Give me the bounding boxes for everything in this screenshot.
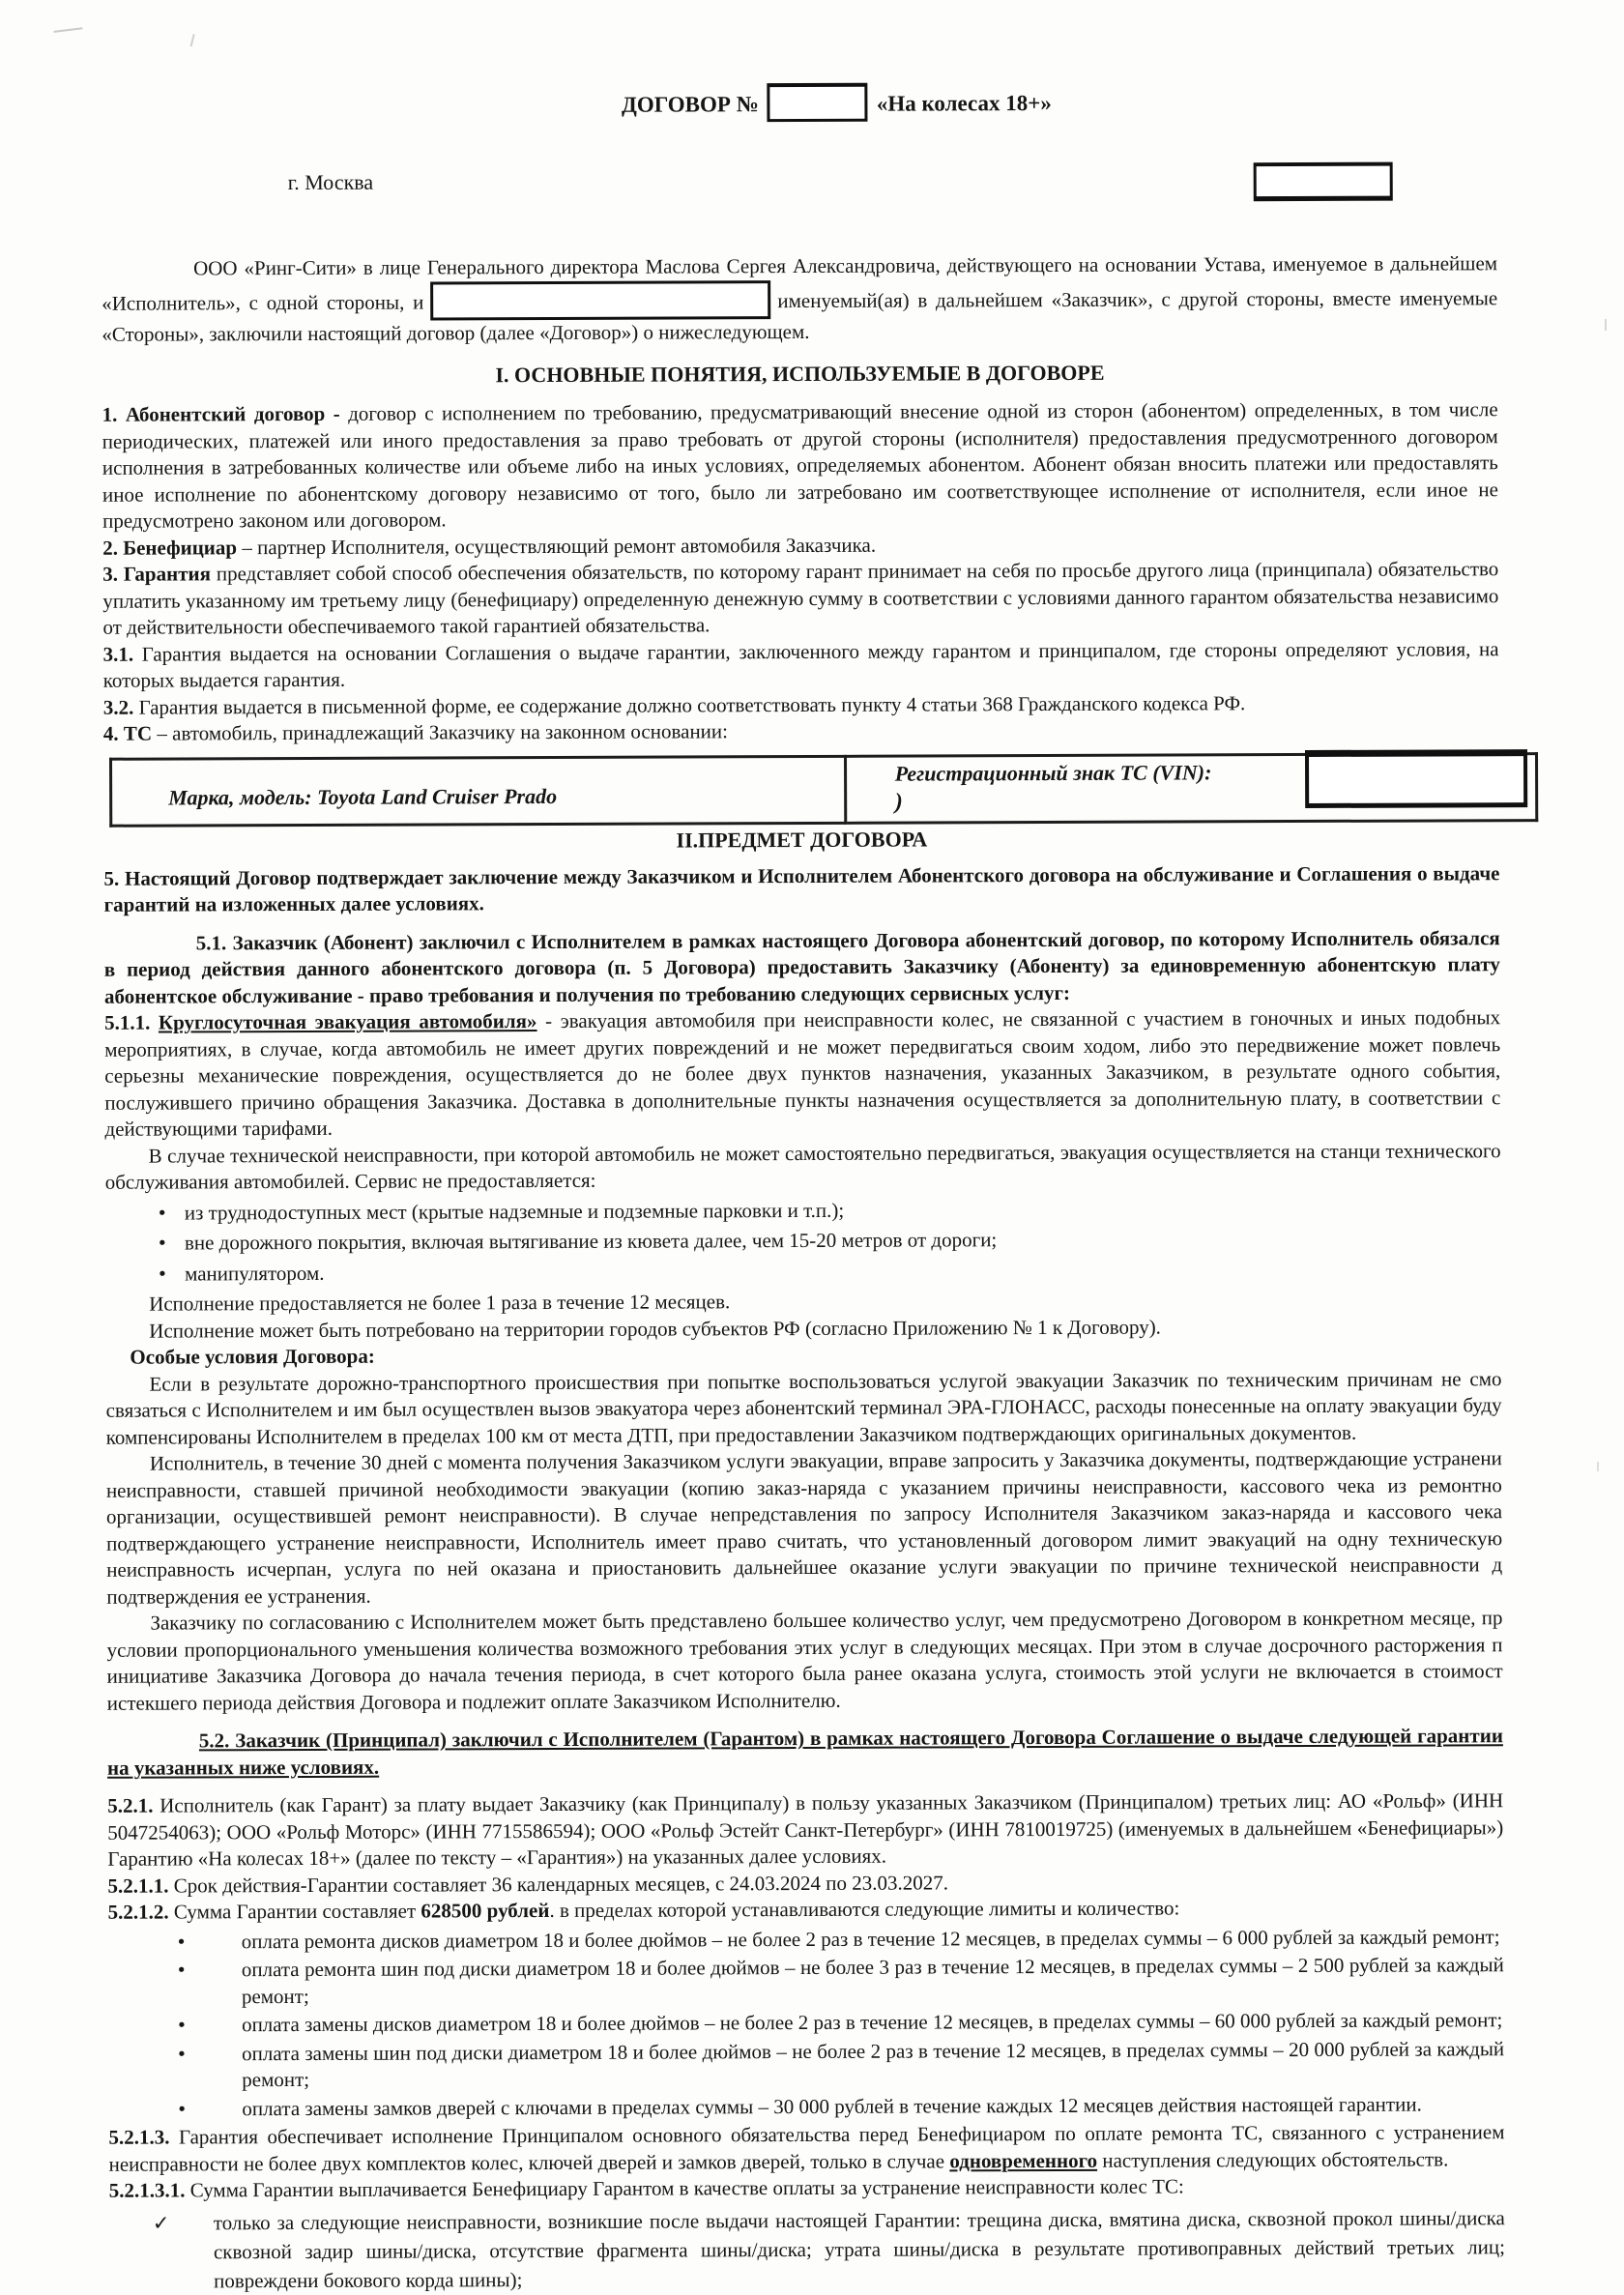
clause-2-text: – партнер Исполнителя, осуществляющий ремонт автомобиля Заказчика. [242, 533, 877, 559]
list-item-text: оплата ремонта дисков диаметром 18 и более дюймов – не более 2 раз в течение 12 месяцев, в пределах суммы – 6 000 рублей за каждый ремонт; [241, 1924, 1500, 1953]
covered-damages-list [109, 2203, 1505, 2295]
list-item-text: вне дорожного покрытия, включая вытягивание из кювета далее, чем 15-20 метров от дороги; [184, 1228, 998, 1255]
bullet-icon: • [178, 2040, 186, 2065]
vehicle-table [109, 752, 1538, 828]
bullet-icon: • [159, 1261, 166, 1286]
list-item-text: только за следующие неисправности, возникшие после выдачи настоящей Гарантии: трещина диска, вмятина диска, сквозной прокол шины/диска сквозной задир шины/диска, отсутствие фрагмента шины/диска; утрата шины/диска в результате противоправных действий третьих лиц; повреждени бокового корда шины); [213, 2205, 1505, 2292]
clause-5-2-1-3-number: 5.2.1.3. [108, 2125, 170, 2149]
service-exclusions-list [105, 1195, 1501, 1288]
scan-artifact [53, 27, 83, 42]
list-item-text: манипулятором. [185, 1261, 325, 1285]
document-body [101, 0, 1505, 2295]
clause-3-1-number: 3.1. [102, 642, 134, 666]
clause-1-number: 1. Абонентский договор - [102, 401, 340, 426]
city-date-row [102, 165, 1497, 212]
customer-name-box [430, 280, 770, 320]
list-item [108, 2036, 1504, 2095]
technical-failure-paragraph: В случае технической неисправности, при которой автомобиль не может самостоятельно передвигаться, эвакуация осуществляется на станци технического обслуживания автомобилей. Сервис не предоставляется: [104, 1138, 1501, 1194]
list-item [108, 1952, 1504, 2011]
clause-4-paragraph [103, 715, 1499, 747]
special-conditions-heading: Особые условия Договора: [130, 1344, 375, 1369]
list-item [109, 2203, 1505, 2295]
vin-number-box [1305, 749, 1527, 808]
intro-paragraph [102, 250, 1497, 348]
intro-text-pre: ООО «Ринг-Сити» в лице Генерального директора Маслова Сергея Александровича, действующего на основании Устава, именуемое в дальнейшем «Исполнитель», с одной стороны, и [102, 251, 1498, 315]
guarantee-amount: 628500 рублей [420, 1899, 550, 1923]
list-item [105, 1195, 1501, 1227]
accident-glonass-paragraph: Если в результате дорожно-транспортного происшествия при попытке воспользоваться услугой эвакуации Заказчик по техническим причинам не смо связаться с Исполнителем и им был осуществлен вызов эвакуатора через абонентский терминал ЭРА-ГЛОНАСС, расходы понесенные на оплату эвакуации буду компенсированы Исполнителем в пределах 100 км от места ДТП, при предоставлении Заказчиком подтверждающих оригинальных документов. [105, 1366, 1502, 1449]
list-item [108, 2091, 1504, 2123]
bullet-icon: • [177, 1957, 186, 1982]
bullet-icon: • [177, 1928, 186, 1953]
list-item-text: оплата замены шин под диски диаметром 18 и более дюймов – не более 2 раз в течение 12 месяцев, в пределах суммы – 20 000 рублей за каждый ремонт; [242, 2036, 1505, 2092]
clause-5-2-1-paragraph [107, 1787, 1503, 1873]
bullet-icon: • [178, 2095, 187, 2120]
clause-5-2-paragraph: 5.2. Заказчик (Принципал) заключил с Исполнителем (Гарантом) в рамках настоящего Договора Соглашение о выдаче следующей гарантии на указанных ниже условиях. [106, 1724, 1503, 1780]
clause-3-paragraph [102, 556, 1498, 641]
vehicle-table-row [111, 753, 1537, 826]
clause-3-1-paragraph [103, 636, 1499, 695]
clause-5-2-1-3-1-text: Сумма Гарантии выплачивается Бенефициару Гарантом в качестве оплаты за устранение неисправности колес ТС: [189, 2174, 1184, 2202]
contract-number-box [768, 83, 868, 122]
clause-5-2-1-3-text-post: наступления следующих обстоятельств. [1102, 2146, 1449, 2172]
vehicle-reg-label: Регистрационный знак ТС (VIN): [894, 759, 1212, 786]
clause-5-2-1-3-text-pre: Гарантия обеспечивает исполнение Принципалом основного обязательства перед Бенефициаром по оплате ремонта ТС, связанного с устранением неисправности не более двух комплектов колес, ключей дверей и замков дверей, только в случае [108, 2120, 1505, 2176]
clause-3-number: 3. Гарантия [102, 562, 212, 586]
clause-5-1-1-title: Круглосуточная эвакуация автомобиля» [158, 1009, 537, 1034]
clause-3-1-text: Гарантия выдается на основании Соглашения о выдаче гарантии, заключенного между гарантом и принципалом, где стороны определяют условия, на которых выдается гарантия. [102, 636, 1499, 692]
extra-services-paragraph: Заказчику по согласованию с Исполнителем может быть представлено большее количество услуг, чем предусмотрено Договором в конкретном месяце, пр условии пропорционального уменьшения количества возможного требования этих услуг в следующих месяцах. При этом в случае досрочного расторжения п инициативе Заказчика Договора до начала течения периода, в счет которого была ранее оказана услуга, стоимость этой услуги не включается в стоимост истекшего периода действия Договора и подлежит оплате Заказчиком Исполнителю. [106, 1606, 1503, 1715]
clause-5-2-1-3-paragraph [108, 2119, 1504, 2178]
list-item-text: из труднодоступных мест (крытые надземные и подземные парковки и т.п.); [184, 1198, 845, 1224]
clause-1-text: договор с исполнением по требованию, предусматривающий внесение одной из сторон (абонентом) определенных, в том числе периодических, платежей или иного предоставления за право требовать от другой стороны (исполнителя) предоставления предусмотренного договором исполнения в затребованных количестве или объеме либо на иных условиях, определяемых абонентом. Абонент обязан вносить платежи или предоставлять иное исполнение по абонентскому договору независимо от того, было ли затребовано им соответствующее исполнение от исполнителя, если иное не предусмотрено законом или договором. [102, 397, 1498, 533]
clause-1-paragraph [102, 396, 1499, 535]
clause-5-2-1-1-text: Срок действия-Гарантии составляет 36 календарных месяцев, с 24.03.2024 по 23.03.2027. [173, 1870, 949, 1897]
clause-4-number: 4. ТС [102, 721, 153, 745]
clause-5-2-1-2-text-post: . в пределах которой устанавливаются следующие лимиты и количество: [549, 1896, 1180, 1923]
clause-4-text: – автомобиль, принадлежащий Заказчику на законном основании: [157, 719, 729, 745]
bullet-icon: • [158, 1200, 166, 1225]
clause-5-1-1-paragraph [104, 1004, 1501, 1143]
clause-5-2-1-1-number: 5.2.1.1. [107, 1874, 169, 1898]
vehicle-make-cell [111, 756, 846, 826]
scan-artifact [1597, 1462, 1604, 1471]
vehicle-reg-cell [845, 753, 1537, 823]
clause-2-number: 2. Бенефициар [102, 535, 238, 560]
clause-3-2-number: 3.2. [102, 695, 134, 719]
clause-3-2-text: Гарантия выдается в письменной форме, ее содержание должно соответствовать пункту 4 статьи 368 Гражданского кодекса РФ. [138, 690, 1246, 719]
subject-heading: II.ПРЕДМЕТ ДОГОВОРА [676, 826, 928, 852]
list-item-text: оплата ремонта шин под диски диаметром 18 и более дюймов – не более 3 раз в течение 12 месяцев, в пределах суммы – 2 500 рублей за каждый ремонт; [241, 1953, 1504, 2008]
list-item [105, 1256, 1501, 1288]
bullet-icon: • [158, 1230, 166, 1255]
signing-date-box [1254, 162, 1393, 202]
list-item-text: оплата замены дисков диаметром 18 и более дюймов – не более 2 раз в течение 12 месяцев, в пределах суммы – 60 000 рублей за каждый ремонт; [241, 2008, 1503, 2037]
list-item [105, 1225, 1501, 1257]
checkmark-icon: ✓ [152, 2211, 170, 2235]
territory-note: Исполнение может быть потребовано на территории городов субъектов РФ (согласно Приложению № 1 к Договору). [149, 1315, 1161, 1343]
city-label: г. Москва [287, 169, 374, 195]
clause-5-1-1-text: - эвакуация автомобиля при неисправности колес, не связанной с участием в гоночных и иных подобных мероприятиях, в случае, когда автомобиль не имеет других повреждений и не может передвигаться своим ходом, либо это передвижение может повлечь серьезны механические повреждения, осуществляется до не более двух пунктов назначения, указанных Заказчиком, в результате одного события, послужившего причино обращения Заказчика. Доставка в дополнительные пункты назначения осуществляется за дополнительную плату, в соответствии с действующими тарифами. [104, 1005, 1501, 1141]
clause-3-text: представляет собой способ обеспечения обязательств, по которому гарант принимает на себя по просьбе другого лица (принципала) обязательство уплатить указанному им третьему лицу (бенефициару) определенную денежную сумму в соответствии с условиями данного гарантом обязательства независимо от действительности обеспечиваемого такой гарантией обязательства. [102, 557, 1499, 639]
clause-5-paragraph: 5. Настоящий Договор подтверждает заключение между Заказчиком и Исполнителем Абонентского договора на обслуживание и Соглашения о выдаче гарантий на изложенных далее условиях. [103, 860, 1500, 916]
intro-text-post: именуемый(ая) в дальнейшем «Заказчик», с другой стороны, вместе именуемые «Стороны», заключили настоящий договор (далее «Договор») о нижеследующем. [102, 285, 1498, 346]
list-item [108, 2007, 1504, 2039]
clause-5-2-1-2-number: 5.2.1.2. [107, 1900, 169, 1924]
clause-5-2-1-2-paragraph [108, 1894, 1504, 1926]
list-item-text: оплата замены замков дверей с ключами в пределах суммы – 30 000 рублей в течение каждых 12 месяцев действия настоящей гарантии. [242, 2092, 1422, 2120]
contract-title-suffix: «На колесах 18+» [876, 90, 1052, 116]
clause-5-2-1-2-text-pre: Сумма Гарантии составляет [173, 1899, 417, 1924]
usage-limit-note: Исполнение предоставляется не более 1 раза в течение 12 месяцев. [149, 1290, 731, 1316]
contract-title-row [101, 0, 1496, 125]
scan-artifact [1605, 319, 1610, 331]
guarantee-limits-list [108, 1924, 1505, 2123]
list-item [108, 1924, 1504, 1956]
clause-5-1-paragraph: 5.1. Заказчик (Абонент) заключил с Исполнителем в рамках настоящего Договора абонентский договор, по которому Исполнитель обязался в период действия данного абонентского договора (п. 5 Договора) предоставить Заказчику (Абоненту) за единовременную абонентскую плату абонентское обслуживание - право требования и получения по требованию следующих сервисных услуг: [103, 925, 1500, 1008]
contract-title-label: ДОГОВОР № [621, 92, 759, 117]
clause-5-2-1-text: Исполнитель (как Гарант) за плату выдает Заказчику (как Принципалу) в пользу указанных Заказчиком (Принципалом) третьих лиц: АО «Рольф» (ИНН 5047254063); ООО «Рольф Моторс» (ИНН 7715586594); ООО «Рольф Эстейт Санкт-Петербург» (ИНН 7810019725) (именуемых в дальнейшем «Бенефициары») Гарантию «На колесах 18+» (далее по тексту – «Гарантия») на указанных далее условиях. [107, 1788, 1504, 1871]
clause-5-2-1-3-1-paragraph [109, 2172, 1505, 2204]
simultaneous-term: одновременного [949, 2148, 1098, 2172]
definitions-heading: I. ОСНОВНЫЕ ПОНЯТИЯ, ИСПОЛЬЗУЕМЫЕ В ДОГОВОРЕ [495, 360, 1105, 388]
vehicle-reg-paren: ) [894, 789, 903, 815]
thirty-days-documents-paragraph: Исполнитель, в течение 30 дней с момента получения Заказчиком услуги эвакуации, вправе запросить у Заказчика документы, подтверждающие устранени неисправности, ставшей причиной необходимости эвакуации (копию заказ-наряда с указанием причины неисправности, кассового чека из ремонтно организации, осуществившей ремонт неисправности). В случае непредставления по запросу Исполнителя Заказчиком заказ-наряда и кассового чека подтверждающего устранение неисправности, Исполнитель имеет право считать, что установленный договором лимит эвакуаций на одну техническую неисправность исчерпан, услуга по ней оказана и приостановить дальнейшее оказание услуги эвакуации по причине технической неисправности д подтверждения ее устранения. [105, 1446, 1503, 1609]
bullet-icon: • [177, 2012, 186, 2037]
clause-5-2-1-3-1-number: 5.2.1.3.1. [108, 2178, 186, 2202]
clause-5-1-1-number: 5.1.1. [104, 1010, 151, 1034]
vehicle-make-label: Марка, модель: Toyota Land Cruiser Prado [168, 783, 558, 810]
clause-5-2-1-number: 5.2.1. [107, 1793, 154, 1817]
